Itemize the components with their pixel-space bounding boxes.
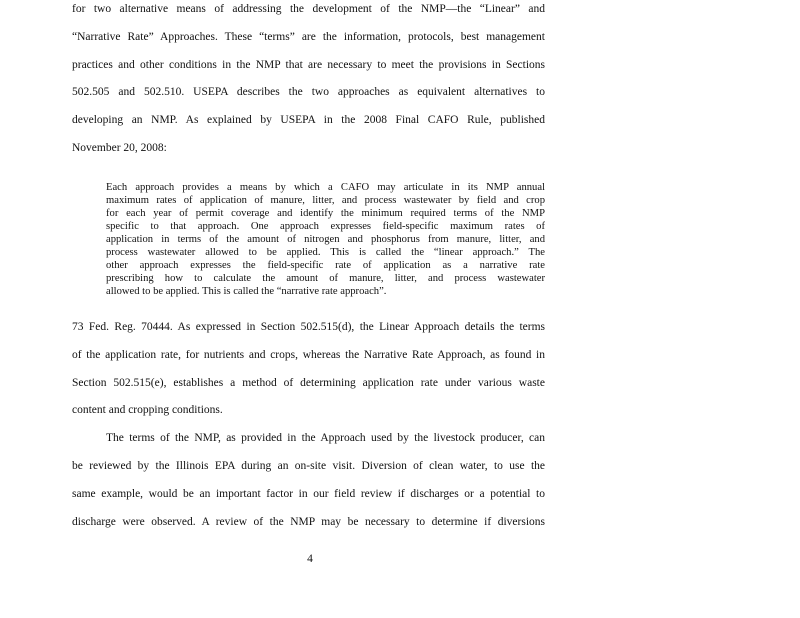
block-quote-line-6: process wastewater allowed to be applied. This is called the “linear approach.” The (106, 247, 545, 258)
paragraph-3-line-3: same example, would be an important factor in our field review if discharges or a potential to (72, 488, 545, 500)
paragraph-1-line-2: “Narrative Rate” Approaches. These “terms” are the information, protocols, best management (72, 31, 545, 43)
paragraph-2-line-2: of the application rate, for nutrients and crops, whereas the Narrative Rate Approach, as found in (72, 349, 545, 361)
block-quote-line-3: for each year of permit coverage and identify the minimum required terms of the NMP (106, 208, 545, 219)
paragraph-1-line-5: developing an NMP. As explained by USEPA in the 2008 Final CAFO Rule, published (72, 114, 545, 126)
paragraph-1-line-1: for two alternative means of addressing the development of the NMP—the “Linear” and (72, 3, 545, 15)
page-number: 4 (307, 553, 313, 565)
paragraph-1-line-4: 502.505 and 502.510. USEPA describes the two approaches as equivalent alternatives to (72, 86, 545, 98)
block-quote-line-9: allowed to be applied. This is called the “narrative rate approach”. (106, 286, 387, 297)
paragraph-1-line-3: practices and other conditions in the NMP that are necessary to meet the provisions in Sections (72, 59, 545, 71)
block-quote-line-1: Each approach provides a means by which a CAFO may articulate in its NMP annual (106, 182, 545, 193)
block-quote-line-5: application in terms of the amount of nitrogen and phosphorus from manure, litter, and (106, 234, 545, 245)
paragraph-3-line-1: The terms of the NMP, as provided in the Approach used by the livestock producer, can (106, 432, 545, 444)
block-quote-line-7: other approach expresses the field-specific rate of application as a narrative rate (106, 260, 545, 271)
paragraph-1-line-6: November 20, 2008: (72, 142, 167, 154)
paragraph-2-line-1: 73 Fed. Reg. 70444. As expressed in Section 502.515(d), the Linear Approach details the terms (72, 321, 545, 333)
block-quote-line-4: specific to that approach. One approach expresses field-specific maximum rates of (106, 221, 545, 232)
block-quote-line-2: maximum rates of application of manure, litter, and process wastewater by field and crop (106, 195, 545, 206)
paragraph-3-line-2: be reviewed by the Illinois EPA during an on-site visit. Diversion of clean water, to use the (72, 460, 545, 472)
paragraph-2-line-4: content and cropping conditions. (72, 404, 223, 416)
paragraph-3-line-4: discharge were observed. A review of the NMP may be necessary to determine if diversions (72, 516, 545, 528)
paragraph-2-line-3: Section 502.515(e), establishes a method of determining application rate under various waste (72, 377, 545, 389)
block-quote-line-8: prescribing how to calculate the amount of manure, litter, and process wastewater (106, 273, 545, 284)
